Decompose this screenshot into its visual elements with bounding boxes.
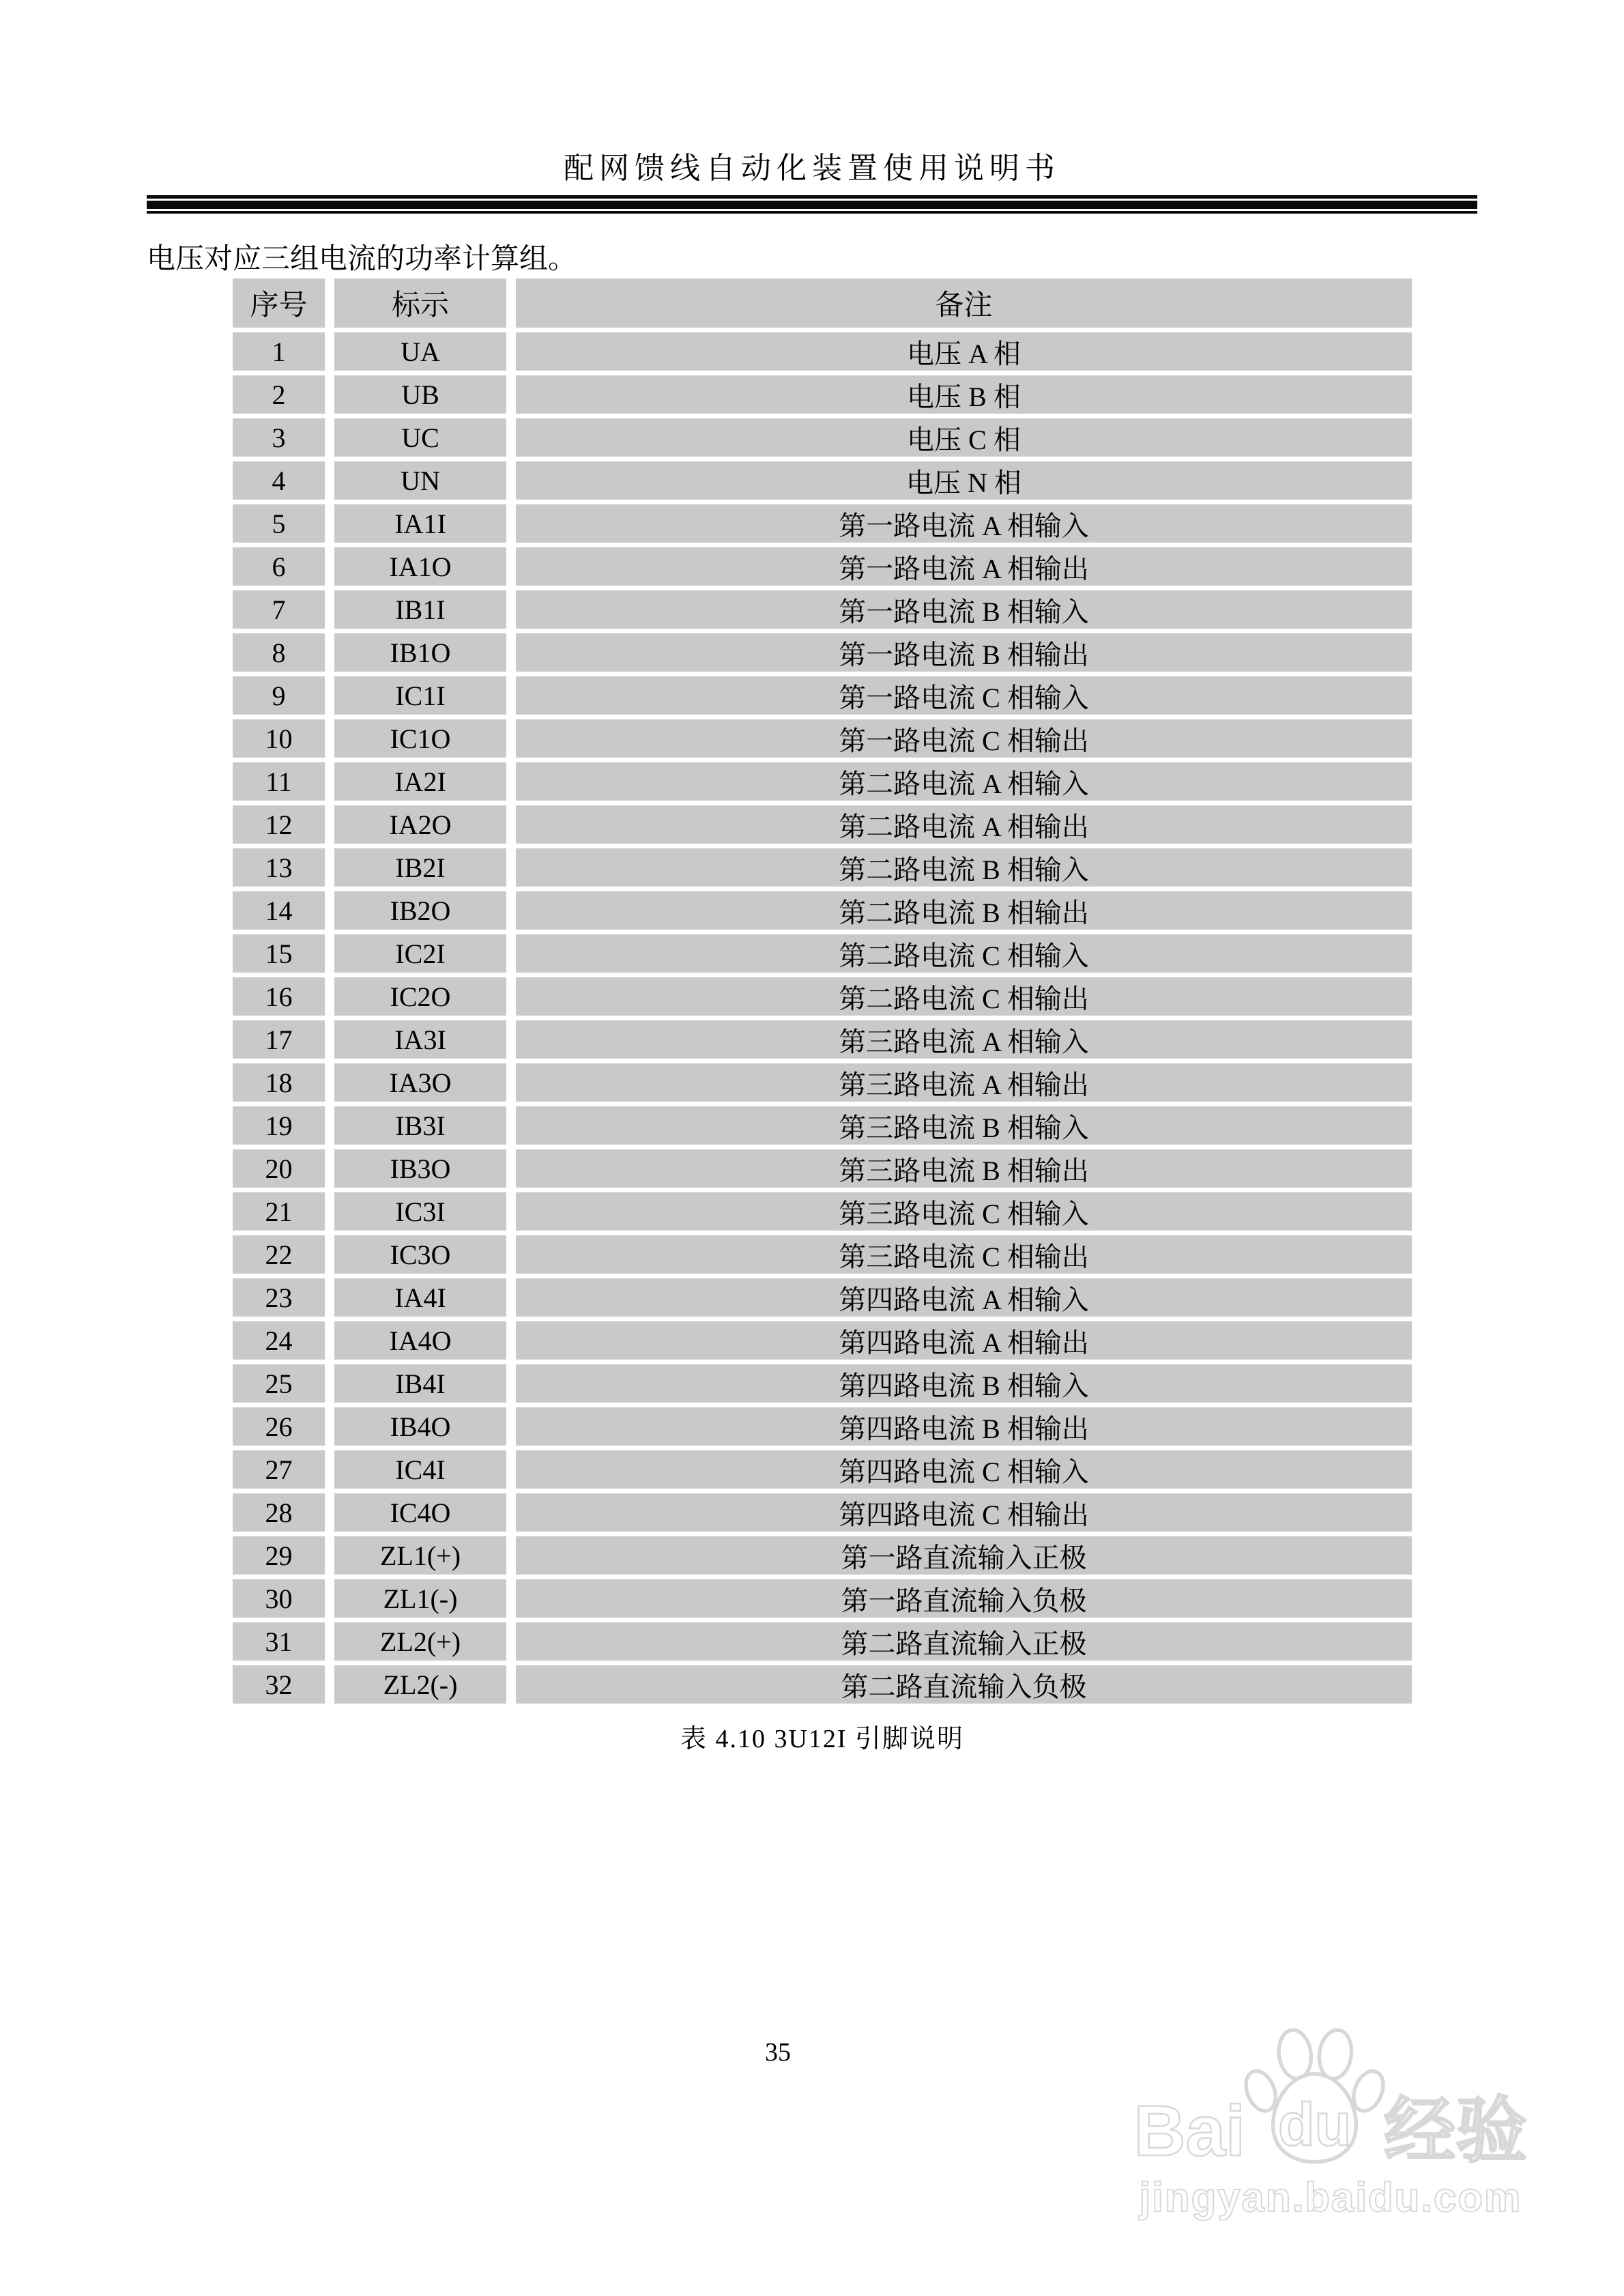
table-row [233,375,1412,414]
cell-index: 29 [233,1536,325,1575]
table-row [233,1450,1412,1489]
cell-index: 20 [233,1149,325,1188]
cell-label: UB [334,375,506,414]
cell-label: IC2O [334,977,506,1016]
cell-index: 27 [233,1450,325,1489]
baidu-jingyan-logo [1092,2013,1569,2171]
cell-remark: 第三路电流 A 相输入 [516,1020,1412,1059]
table-row [233,805,1412,844]
table-row [233,1020,1412,1059]
cell-label: IA3O [334,1063,506,1102]
cell-remark: 第四路电流 C 相输入 [516,1450,1412,1489]
cell-index: 11 [233,762,325,801]
table-row [233,1192,1412,1231]
cell-remark: 第一路电流 C 相输出 [516,719,1412,758]
table-row [233,762,1412,801]
cell-label: IC1O [334,719,506,758]
cell-label: IB2I [334,848,506,887]
cell-label: IA2O [334,805,506,844]
col-header-remark: 备注 [516,278,1412,328]
table-row [233,719,1412,758]
table-row [233,418,1412,457]
table-row [233,1364,1412,1403]
cell-index: 31 [233,1622,325,1661]
pin-table-body [233,332,1412,1704]
table-row [233,977,1412,1016]
cell-index: 23 [233,1278,325,1317]
cell-remark: 第四路电流 B 相输入 [516,1364,1412,1403]
cell-index: 15 [233,934,325,973]
cell-label: ZL2(-) [334,1665,506,1704]
logo-text-jingyan: 经验 [1384,2091,1528,2171]
cell-label: IC1I [334,676,506,715]
cell-remark: 第三路电流 C 相输出 [516,1235,1412,1274]
cell-label: IC4O [334,1493,506,1532]
logo-text-du: du [1277,2091,1352,2158]
cell-remark: 电压 B 相 [516,375,1412,414]
cell-remark: 第二路直流输入负极 [516,1665,1412,1704]
table-row [233,590,1412,629]
cell-label: IB1O [334,633,506,672]
cell-remark: 第二路电流 B 相输入 [516,848,1412,887]
watermark-url: jingyan.baidu.com [1139,2175,1522,2220]
cell-remark: 第二路电流 C 相输入 [516,934,1412,973]
cell-index: 8 [233,633,325,672]
cell-remark: 第一路电流 B 相输出 [516,633,1412,672]
table-row [233,1622,1412,1661]
cell-index: 10 [233,719,325,758]
cell-index: 9 [233,676,325,715]
cell-index: 6 [233,547,325,586]
cell-label: IB3O [334,1149,506,1188]
cell-label: IB3I [334,1106,506,1145]
cell-label: UC [334,418,506,457]
cell-label: IA4O [334,1321,506,1360]
table-row [233,891,1412,930]
cell-index: 16 [233,977,325,1016]
cell-index: 18 [233,1063,325,1102]
cell-label: ZL1(-) [334,1579,506,1618]
cell-remark: 第三路电流 C 相输入 [516,1192,1412,1231]
page-header-title: 配网馈线自动化装置使用说明书 [564,152,1060,185]
cell-label: IC3O [334,1235,506,1274]
header-rule-band [147,201,1477,209]
cell-label: UA [334,332,506,371]
cell-remark: 第三路电流 B 相输入 [516,1106,1412,1145]
cell-label: IB2O [334,891,506,930]
table-row [233,461,1412,500]
table-row [233,1493,1412,1532]
cell-index: 25 [233,1364,325,1403]
cell-remark: 第一路电流 A 相输出 [516,547,1412,586]
cell-remark: 第二路电流 C 相输出 [516,977,1412,1016]
cell-remark: 第四路电流 A 相输出 [516,1321,1412,1360]
cell-label: UN [334,461,506,500]
cell-remark: 第二路直流输入正极 [516,1622,1412,1661]
col-header-label: 标示 [334,278,506,328]
table-row [233,934,1412,973]
table-row [233,1579,1412,1618]
table-row [233,1536,1412,1575]
cell-index: 32 [233,1665,325,1704]
table-row [233,1407,1412,1446]
col-header-index: 序号 [233,278,325,328]
table-row [233,504,1412,543]
cell-label: ZL2(+) [334,1622,506,1661]
cell-remark: 电压 A 相 [516,332,1412,371]
logo-text-bai: Bai [1133,2091,1246,2171]
cell-remark: 第四路电流 A 相输入 [516,1278,1412,1317]
cell-index: 4 [233,461,325,500]
table-row [233,1063,1412,1102]
intro-text: 电压对应三组电流的功率计算组。 [147,244,577,275]
cell-label: IC2I [334,934,506,973]
cell-remark: 电压 C 相 [516,418,1412,457]
cell-label: IA3I [334,1020,506,1059]
cell-remark: 第一路直流输入正极 [516,1536,1412,1575]
table-row [233,1106,1412,1145]
table-row [233,547,1412,586]
cell-index: 22 [233,1235,325,1274]
cell-index: 24 [233,1321,325,1360]
cell-label: IC4I [334,1450,506,1489]
cell-index: 7 [233,590,325,629]
cell-remark: 第三路电流 A 相输出 [516,1063,1412,1102]
cell-index: 12 [233,805,325,844]
cell-remark: 第一路直流输入负极 [516,1579,1412,1618]
cell-remark: 第三路电流 B 相输出 [516,1149,1412,1188]
cell-label: ZL1(+) [334,1536,506,1575]
cell-label: IB4I [334,1364,506,1403]
cell-remark: 第二路电流 A 相输出 [516,805,1412,844]
cell-label: IA4I [334,1278,506,1317]
table-row [233,1665,1412,1704]
cell-remark: 第四路电流 C 相输出 [516,1493,1412,1532]
table-header-row [233,278,1412,328]
cell-remark: 第二路电流 B 相输出 [516,891,1412,930]
cell-index: 3 [233,418,325,457]
cell-index: 19 [233,1106,325,1145]
cell-index: 28 [233,1493,325,1532]
header-double-rule [147,195,1477,214]
table-row [233,848,1412,887]
cell-remark: 第一路电流 A 相输入 [516,504,1412,543]
cell-label: IB1I [334,590,506,629]
baidu-paw-icon [1241,2020,1388,2167]
table-row [233,1235,1412,1274]
cell-index: 21 [233,1192,325,1231]
pin-table [233,278,1412,1708]
cell-index: 2 [233,375,325,414]
table-row [233,676,1412,715]
cell-remark: 第四路电流 B 相输出 [516,1407,1412,1446]
cell-remark: 第一路电流 B 相输入 [516,590,1412,629]
cell-remark: 电压 N 相 [516,461,1412,500]
table-row [233,1278,1412,1317]
cell-index: 5 [233,504,325,543]
cell-label: IA1O [334,547,506,586]
cell-index: 14 [233,891,325,930]
cell-label: IB4O [334,1407,506,1446]
cell-index: 30 [233,1579,325,1618]
cell-index: 13 [233,848,325,887]
table-row [233,633,1412,672]
cell-remark: 第一路电流 C 相输入 [516,676,1412,715]
cell-index: 1 [233,332,325,371]
table-caption: 表 4.10 3U12I 引脚说明 [680,1725,965,1753]
watermark [1092,2013,1569,2221]
table-row [233,1321,1412,1360]
table-row [233,332,1412,371]
page-number: 35 [765,2038,791,2067]
cell-remark: 第二路电流 A 相输入 [516,762,1412,801]
cell-label: IC3I [334,1192,506,1231]
table-row [233,1149,1412,1188]
cell-label: IA1I [334,504,506,543]
cell-index: 26 [233,1407,325,1446]
cell-label: IA2I [334,762,506,801]
cell-index: 17 [233,1020,325,1059]
